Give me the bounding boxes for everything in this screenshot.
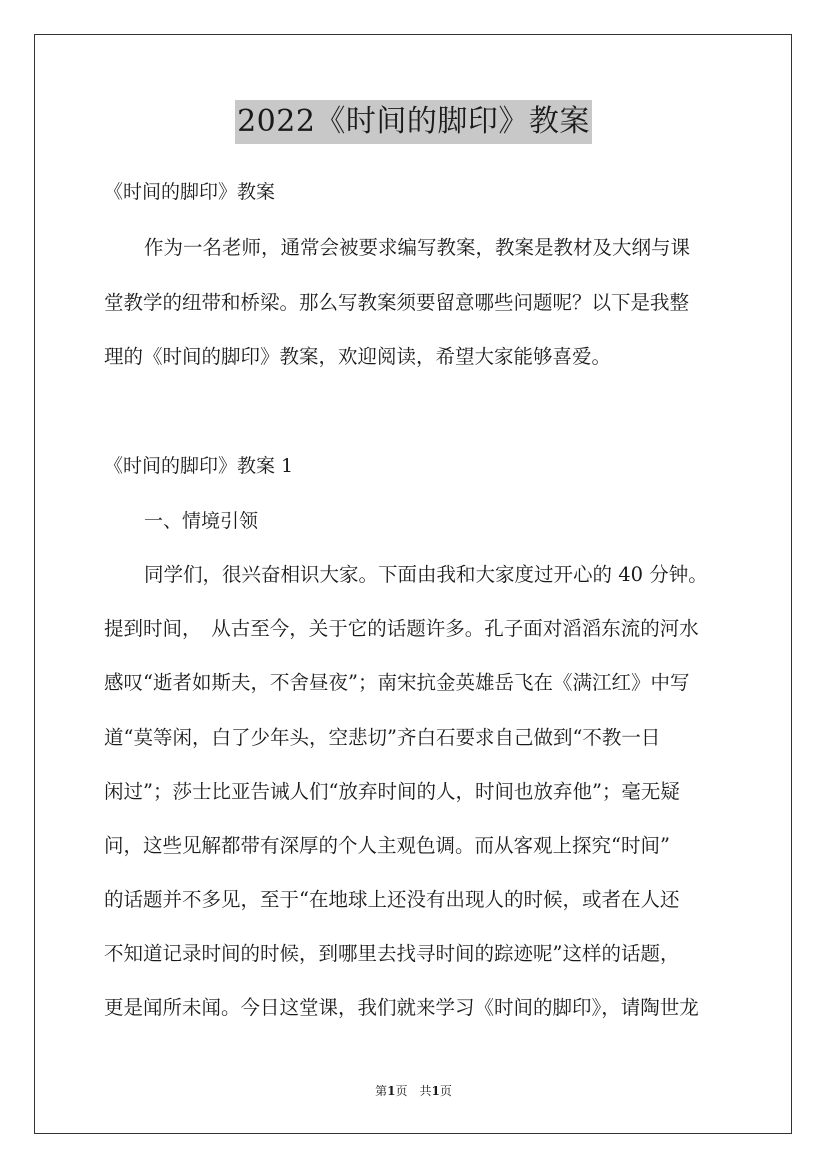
body-line-5: 闲过”；莎士比亚告诫人们“放弃时间的人，时间也放弃他”；毫无疑 — [104, 780, 680, 803]
body-line-2: 提到时间， 从古至今，关于它的话题许多。孔子面对滔滔东流的河水 — [104, 617, 699, 640]
body-line-4: 道“莫等闲，白了少年头，空悲切”齐白石要求自己做到“不教一日 — [104, 726, 661, 749]
intro-line-1: 作为一名老师，通常会被要求编写教案，教案是教材及大纲与课 — [144, 236, 691, 259]
footer-suffix: 页 — [439, 1084, 452, 1098]
page-number: 1 — [387, 1084, 396, 1098]
intro-line-2: 堂教学的纽带和桥梁。那么写教案须要留意哪些问题呢？以下是我整 — [104, 291, 690, 314]
document-heading: 《时间的脚印》教案 — [104, 181, 276, 203]
body-line-9: 更是闻所未闻。今日这堂课，我们就来学习《时间的脚印》，请陶世龙 — [104, 996, 699, 1019]
body-line-7: 的话题并不多见，至于“在地球上还没有出现人的时候，或者在人还 — [104, 888, 680, 911]
document-title: 2022《时间的脚印》教案 — [235, 100, 592, 144]
body-line-8: 不知道记录时间的时候，到哪里去找寻时间的踪迹呢”这样的话题， — [104, 942, 680, 965]
total-pages: 1 — [431, 1084, 440, 1098]
intro-line-3: 理的《时间的脚印》教案，欢迎阅读，希望大家能够喜爱。 — [104, 345, 612, 368]
body-line-6: 问，这些见解都带有深厚的个人主观色调。而从客观上探究“时间” — [104, 834, 670, 857]
body-line-3: 感叹“逝者如斯夫，不舍昼夜”；南宋抗金英雄岳飞在《满江红》中写 — [104, 671, 690, 694]
title-container — [0, 100, 827, 144]
footer-prefix: 第 — [375, 1084, 388, 1098]
section-heading: 《时间的脚印》教案 1 — [104, 455, 294, 477]
body-line-1: 同学们，很兴奋相识大家。下面由我和大家度过开心的 40 分钟。 — [144, 563, 708, 586]
footer-mid: 页 共 — [395, 1084, 432, 1098]
subheading: 一、情境引领 — [144, 510, 259, 532]
page-footer — [0, 1083, 827, 1099]
